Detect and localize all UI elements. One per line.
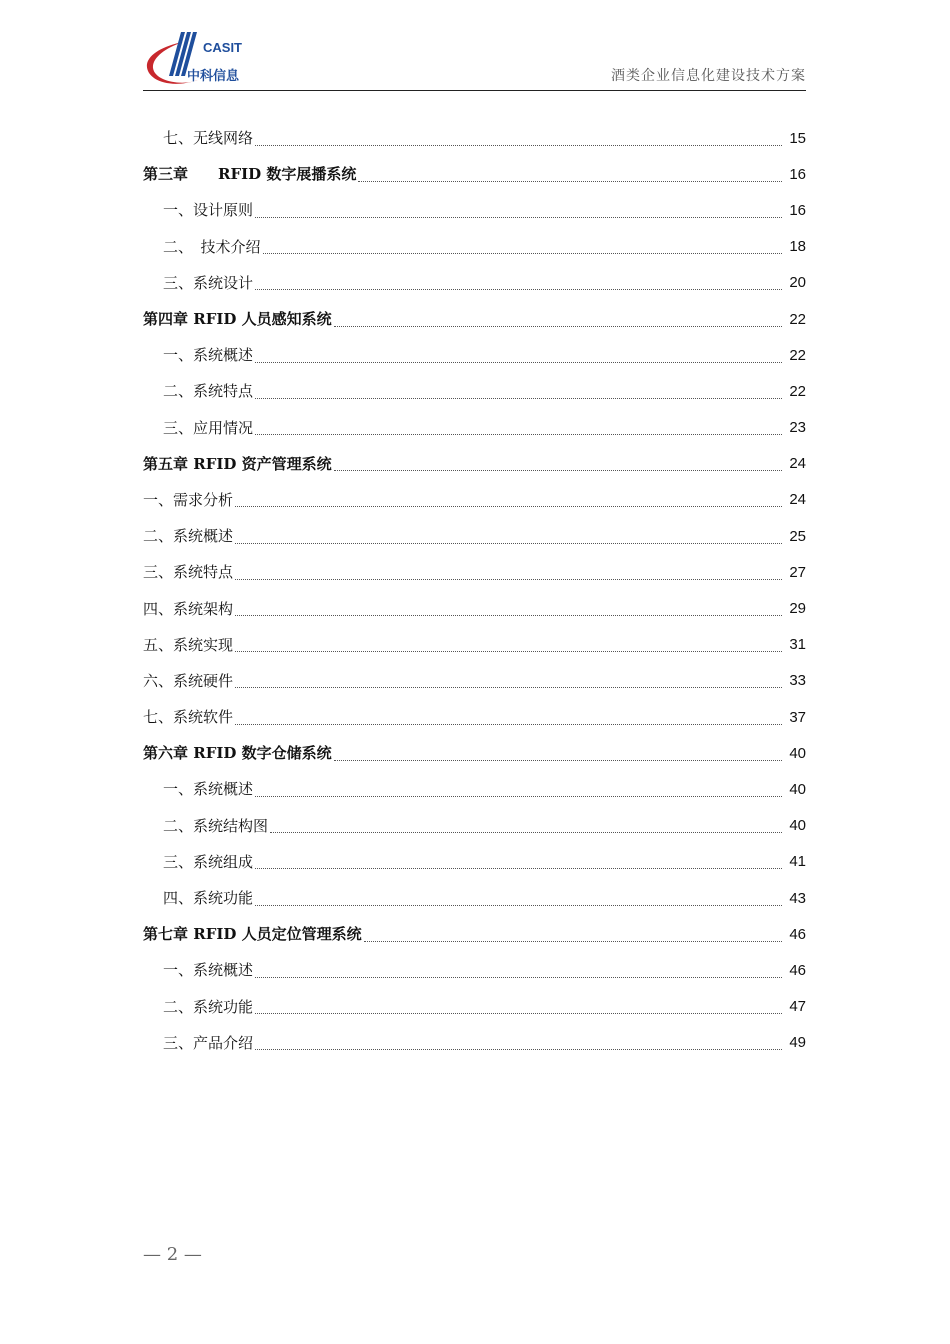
toc-chapter-entry[interactable]	[143, 446, 806, 482]
toc-dot-leader	[235, 724, 782, 725]
toc-page-number: 15	[789, 129, 806, 147]
page-header	[143, 22, 806, 91]
toc-page-number: 18	[789, 238, 806, 256]
toc-entry-label: 一、设计原则	[163, 201, 254, 220]
toc-page-number: 25	[789, 527, 806, 545]
toc-entry-label: 五、系统实现	[143, 635, 234, 654]
logo-text-en: CASIT	[203, 40, 242, 55]
toc-dot-leader	[255, 217, 782, 218]
toc-dot-leader	[255, 977, 782, 978]
toc-page-number: 31	[789, 636, 806, 654]
toc-dot-leader	[255, 289, 782, 290]
toc-page-number: 16	[789, 201, 806, 219]
toc-section-entry[interactable]	[143, 410, 806, 446]
toc-dot-leader	[255, 796, 782, 797]
toc-page-number: 41	[789, 853, 806, 871]
toc-entry-label: 第六章 RFID 数字仓储系统	[143, 744, 332, 763]
toc-entry-label: 二、系统结构图	[163, 816, 269, 835]
toc-dot-leader	[255, 434, 782, 435]
toc-page-number: 40	[789, 817, 806, 835]
toc-chapter-entry[interactable]	[143, 916, 806, 952]
toc-page-number: 47	[789, 998, 806, 1016]
toc-dot-leader	[235, 579, 782, 580]
toc-dot-leader	[255, 398, 782, 399]
toc-entry-label: 三、系统设计	[163, 273, 254, 292]
toc-page-number: 29	[789, 600, 806, 618]
toc-section-entry[interactable]	[143, 771, 806, 807]
toc-entry-label: 三、系统特点	[143, 563, 234, 582]
toc-section-entry[interactable]	[143, 337, 806, 373]
toc-entry-label: 一、系统概述	[163, 961, 254, 980]
toc-page-number: 22	[789, 346, 806, 364]
toc-dot-leader	[364, 941, 782, 942]
toc-entry-label: 七、系统软件	[143, 708, 234, 727]
toc-section-entry[interactable]	[143, 699, 806, 735]
toc-section-entry[interactable]	[143, 373, 806, 409]
toc-entry-label: 二、系统概述	[143, 527, 234, 546]
toc-page-number: 40	[789, 780, 806, 798]
page-number: — 2 —	[143, 1244, 202, 1265]
toc-dot-leader	[255, 868, 782, 869]
toc-section-entry[interactable]	[143, 229, 806, 265]
toc-page-number: 33	[789, 672, 806, 690]
toc-dot-leader	[255, 145, 782, 146]
toc-dot-leader	[235, 543, 782, 544]
toc-page-number: 20	[789, 274, 806, 292]
toc-section-entry[interactable]	[143, 1025, 806, 1061]
toc-entry-label: 二、 技术介绍	[163, 237, 261, 256]
toc-entry-label: 七、无线网络	[163, 129, 254, 148]
toc-dot-leader	[270, 832, 782, 833]
toc-page-number: 24	[789, 491, 806, 509]
toc-section-entry[interactable]	[143, 952, 806, 988]
casit-logo-graphic	[143, 24, 263, 88]
toc-section-entry[interactable]	[143, 482, 806, 518]
table-of-contents	[143, 120, 806, 1061]
toc-dot-leader	[255, 1049, 782, 1050]
toc-entry-label: 六、系统硬件	[143, 671, 234, 690]
toc-page-number: 49	[789, 1034, 806, 1052]
toc-section-entry[interactable]	[143, 265, 806, 301]
toc-dot-leader	[235, 615, 782, 616]
toc-page-number: 27	[789, 563, 806, 581]
toc-section-entry[interactable]	[143, 192, 806, 228]
toc-dot-leader	[263, 253, 782, 254]
toc-entry-label: 第七章 RFID 人员定位管理系统	[143, 925, 362, 944]
toc-entry-label: 一、需求分析	[143, 490, 234, 509]
toc-dot-leader	[255, 362, 782, 363]
toc-section-entry[interactable]	[143, 663, 806, 699]
toc-section-entry[interactable]	[143, 808, 806, 844]
toc-entry-label: 四、系统功能	[163, 889, 254, 908]
toc-chapter-entry[interactable]	[143, 156, 806, 192]
toc-page-number: 46	[789, 925, 806, 943]
document-title: 酒类企业信息化建设技术方案	[611, 68, 806, 84]
toc-entry-label: 三、应用情况	[163, 418, 254, 437]
toc-entry-label: 一、系统概述	[163, 780, 254, 799]
toc-section-entry[interactable]	[143, 554, 806, 590]
toc-entry-label: 二、系统功能	[163, 997, 254, 1016]
toc-dot-leader	[235, 651, 782, 652]
toc-section-entry[interactable]	[143, 627, 806, 663]
toc-entry-label: 三、系统组成	[163, 852, 254, 871]
toc-page-number: 23	[789, 419, 806, 437]
toc-page-number: 40	[789, 744, 806, 762]
toc-section-entry[interactable]	[143, 590, 806, 626]
toc-dot-leader	[255, 905, 782, 906]
toc-section-entry[interactable]	[143, 989, 806, 1025]
toc-entry-label: 四、系统架构	[143, 599, 234, 618]
toc-page-number: 24	[789, 455, 806, 473]
toc-page-number: 37	[789, 708, 806, 726]
logo-text-cn: 中科信息	[187, 69, 240, 84]
toc-dot-leader	[358, 181, 782, 182]
toc-dot-leader	[235, 506, 782, 507]
toc-dot-leader	[235, 687, 782, 688]
toc-section-entry[interactable]	[143, 844, 806, 880]
casit-logo	[143, 24, 263, 88]
toc-entry-label: 第三章 RFID 数字展播系统	[143, 165, 357, 184]
toc-dot-leader	[334, 326, 782, 327]
toc-entry-label: 第四章 RFID 人员感知系统	[143, 310, 332, 329]
toc-section-entry[interactable]	[143, 518, 806, 554]
toc-page-number: 22	[789, 382, 806, 400]
toc-page-number: 43	[789, 889, 806, 907]
toc-entry-label: 三、产品介绍	[163, 1033, 254, 1052]
toc-dot-leader	[255, 1013, 782, 1014]
toc-page-number: 46	[789, 961, 806, 979]
toc-page-number: 16	[789, 165, 806, 183]
toc-dot-leader	[334, 470, 782, 471]
toc-dot-leader	[334, 760, 782, 761]
toc-page-number: 22	[789, 310, 806, 328]
toc-entry-label: 第五章 RFID 资产管理系统	[143, 454, 332, 473]
toc-entry-label: 一、系统概述	[163, 346, 254, 365]
toc-chapter-entry[interactable]	[143, 735, 806, 771]
toc-chapter-entry[interactable]	[143, 301, 806, 337]
toc-section-entry[interactable]	[143, 880, 806, 916]
toc-section-entry[interactable]	[143, 120, 806, 156]
toc-entry-label: 二、系统特点	[163, 382, 254, 401]
